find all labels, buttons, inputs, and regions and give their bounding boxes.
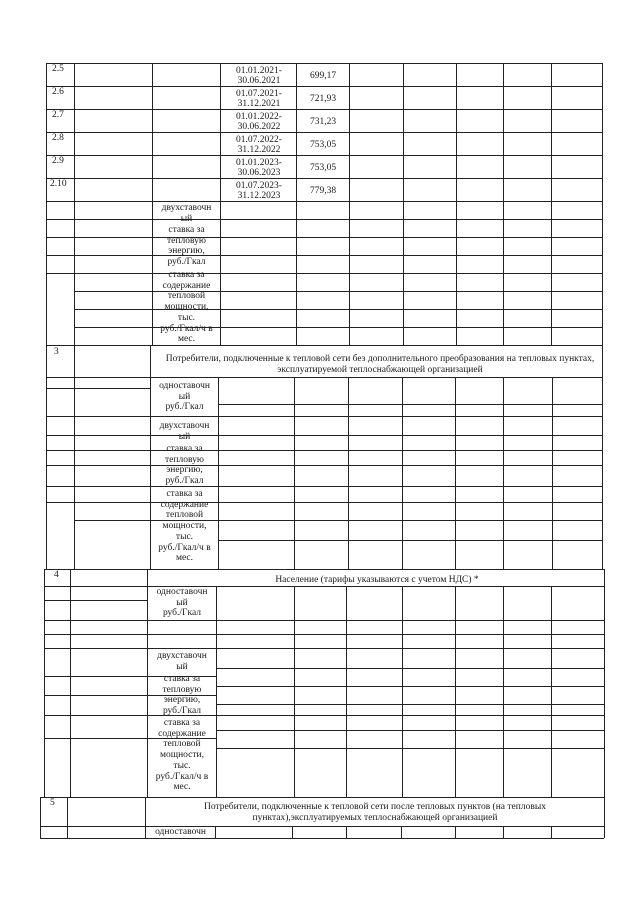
row-number: 2.10	[50, 179, 67, 189]
tariff-value: 731,23	[309, 117, 337, 127]
row-number: 2.8	[52, 133, 64, 143]
tariff-value: 753,05	[309, 140, 337, 150]
section-number: 3	[54, 347, 59, 357]
section-number: 5	[50, 798, 55, 808]
one-rate-label: одноставочн ый руб./Гкал	[159, 381, 210, 413]
period-end: 30.06.2022	[237, 122, 281, 132]
period-end: 30.06.2023	[237, 168, 281, 178]
period-end: 31.12.2021	[237, 99, 281, 109]
section-title-line-2: эксплуатируемой теплоснабжающей организацией	[277, 365, 483, 375]
capacity-rate-label: ставка за содержание тепловой мощности, тыс. руб./Гкал/ч в мес.	[158, 489, 211, 564]
period-start: 01.07.2022-	[236, 135, 282, 145]
energy-rate-label: ставка за тепловую энергию, руб./Гкал	[162, 674, 202, 717]
section-title-line-2: пунктах),эксплуатируемых теплоснабжающей организацией	[252, 813, 498, 823]
tariff-value: 779,38	[309, 186, 337, 196]
row-number: 2.5	[52, 64, 64, 74]
energy-rate-label: ставка за тепловую энергию, руб./Гкал	[165, 444, 204, 487]
row-number: 2.6	[52, 87, 64, 97]
capacity-rate-label: ставка за содержание тепловой мощности, тыс. руб./Гкал/ч в мес.	[155, 718, 209, 793]
period-end: 31.12.2022	[237, 145, 281, 155]
period-start: 01.07.2021-	[236, 89, 282, 99]
energy-rate-label: ставка за тепловую энергию, руб./Гкал	[167, 225, 206, 268]
tariff-value: 753,05	[309, 163, 337, 173]
two-rate-label: двухставочн ый	[159, 421, 210, 442]
period-start: 01.07.2023-	[236, 181, 282, 191]
one-rate-label: одноставочн ый руб./Гкал	[156, 587, 208, 619]
section-title: Население (тарифы указываются с учетом НДС) *	[275, 575, 479, 585]
section-number: 4	[54, 570, 59, 580]
period-start: 01.01.2022-	[236, 112, 282, 122]
two-rate-label: двухставочн ый	[161, 203, 212, 224]
period-start: 01.01.2021-	[236, 66, 282, 76]
period-end: 30.06.2021	[237, 76, 281, 86]
period-start: 01.01.2023-	[236, 158, 282, 168]
tariff-value: 699,17	[309, 71, 337, 81]
row-number: 2.7	[52, 110, 64, 120]
capacity-rate-label: ставка за содержание тепловой мощности, тыс. руб./Гкал/ч в мес.	[160, 270, 213, 345]
period-end: 31.12.2023	[237, 191, 281, 201]
one-rate-label: одноставочн	[155, 827, 206, 837]
two-rate-label: двухставочн ый	[157, 651, 207, 672]
row-number: 2.9	[52, 156, 64, 166]
section-title-line-1: Потребители, подключенные к тепловой сети без дополнительного преобразования на тепловых пунктах,	[165, 354, 595, 364]
tariff-value: 721,93	[309, 94, 337, 104]
section-title-line-1: Потребители, подключенные к тепловой сети после тепловых пунктов (на тепловых	[204, 802, 546, 812]
